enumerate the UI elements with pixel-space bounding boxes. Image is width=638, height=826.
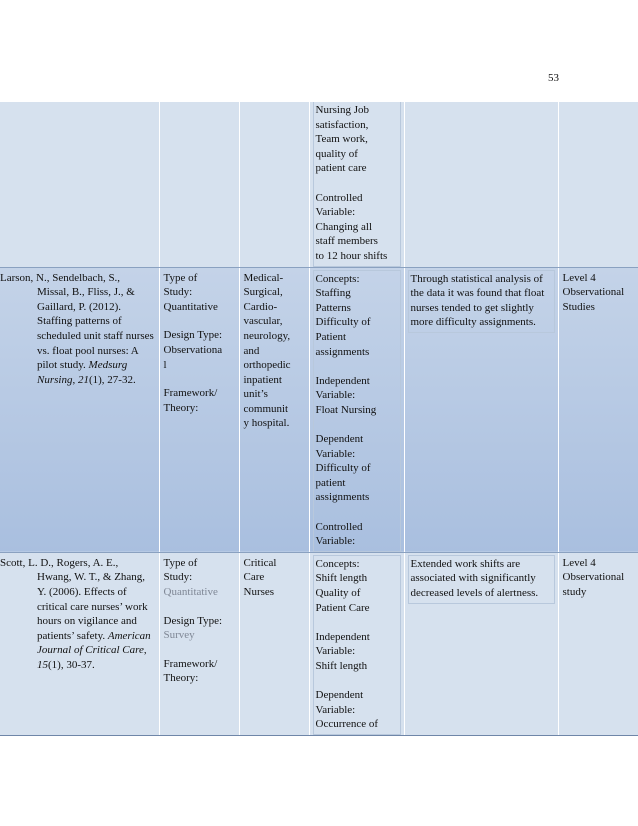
- citation-cell: [0, 102, 159, 267]
- sample-text: Medical- Surgical, Cardio- vascular, neurology, and orthopedic inpatient unit’s communit y hospital.: [243, 271, 291, 430]
- table-row-larson: [0, 267, 638, 552]
- variables-cell: [309, 102, 404, 267]
- variables-text: Concepts: Staffing Patterns Difficulty of Patient assignments Independent Variable: Float Nursing Dependent Variable: Difficulty of patient assignments Controlled Variable:: [315, 272, 377, 548]
- table-row-scott: [0, 552, 638, 735]
- level-cell: [558, 102, 638, 267]
- type-value: Quantitative: [163, 586, 218, 598]
- citation-text: Scott, L. D., Rogers, A. E., Hwang, W. T., & Zhang, Y. (2006). Effects of critical care nurses’ work hours on vigilance and patients’ safety. American Journal of Critical Care, 15(1), 30-37.: [0, 556, 151, 671]
- variables-text: Concepts: Shift length Quality of Patient Care Independent Variable: Shift length Dependent Variable: Occurrence of: [315, 557, 379, 731]
- citation-text: Larson, N., Sendelbach, S., Missal, B., Fliss, J., & Gaillard, P. (2012). Staffing patterns of scheduled unit staff nurses vs. float pool nurses: A pilot study. Medsurg Nursing, 21(1), 27-32.: [0, 271, 154, 386]
- type-value: Quantitative: [163, 300, 218, 313]
- design-value: Observationa l: [163, 343, 223, 371]
- framework-label: Framework/ Theory:: [163, 657, 218, 685]
- table-row-continuation: [0, 102, 638, 267]
- level-text: Level 4 Observational Studies: [562, 271, 625, 313]
- level-cell: [558, 552, 638, 735]
- journal-title: Medsurg Nursing: [37, 359, 128, 386]
- design-label: Design Type:: [163, 614, 223, 627]
- design-label: Design Type:: [163, 329, 223, 342]
- study-type-cell: [159, 267, 239, 552]
- citation-cell: [0, 552, 159, 735]
- literature-table: [0, 102, 638, 736]
- findings-cell: [404, 552, 558, 735]
- sample-cell: [239, 102, 309, 267]
- variables-cell: [309, 267, 404, 552]
- findings-text: Through statistical analysis of the data it was found that float nurses tended to get slightly more difficulty assignments.: [410, 272, 545, 329]
- variables-text: Nursing Job satisfaction, Team work, quality of patient care Controlled Variable: Changing all staff members to 12 hour shifts: [315, 104, 388, 262]
- framework-label: Framework/ Theory:: [163, 387, 218, 414]
- findings-text: Extended work shifts are associated with significantly decreased levels of alertness.: [410, 557, 539, 599]
- type-label: Type of Study:: [163, 556, 198, 584]
- study-type-cell: [159, 102, 239, 267]
- level-text: Level 4 Observational study: [562, 556, 625, 598]
- sample-cell: [239, 267, 309, 552]
- type-label: Type of Study:: [163, 271, 198, 299]
- journal-volume: 15: [37, 658, 48, 671]
- citation-cell: [0, 267, 159, 552]
- findings-cell: [404, 267, 558, 552]
- page-number: 53: [548, 72, 559, 84]
- journal-volume: 21: [77, 373, 89, 386]
- findings-cell: [404, 102, 558, 267]
- journal-title: American Journal of Critical Care: [37, 629, 151, 657]
- variables-cell: [309, 552, 404, 735]
- study-type-cell: [159, 552, 239, 735]
- design-value: Survey: [163, 629, 195, 642]
- level-cell: [558, 267, 638, 552]
- sample-text: Critical Care Nurses: [243, 556, 277, 598]
- sample-cell: [239, 552, 309, 735]
